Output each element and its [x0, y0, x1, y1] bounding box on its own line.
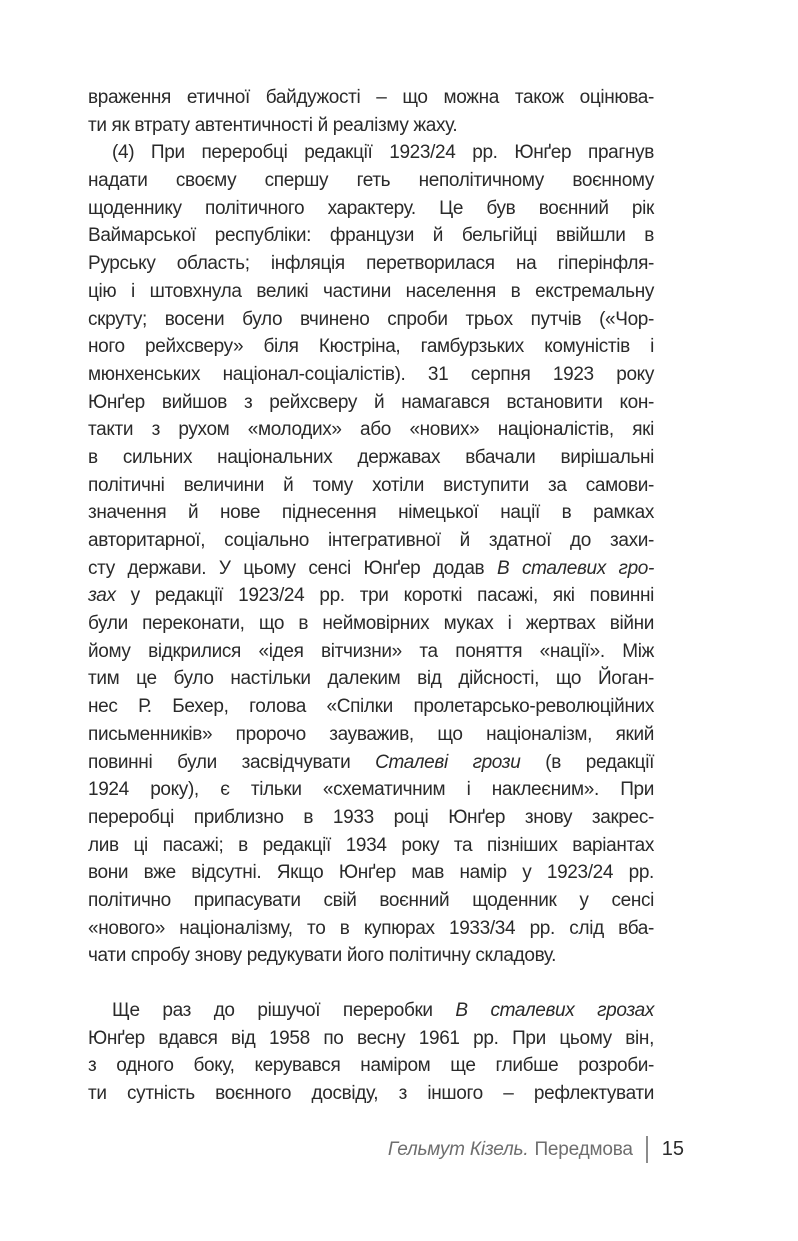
text-line: авторитарної, соціально інтегративної й здатної до захи-	[88, 530, 654, 551]
text-line: з одного боку, керувався наміром ще глибше розроби-	[88, 1055, 654, 1077]
text-line: тим це було настільки далеким від дійсності, що Йоган-	[88, 668, 654, 690]
text-line: політичні величини й тому хотіли виступити за самови-	[88, 474, 654, 496]
text-line: зах у редакції 1923/24 рр. три короткі пасажі, які повинні	[88, 585, 654, 607]
text-line: мюнхенських націонал-соціалістів). 31 серпня 1923 року	[88, 363, 654, 385]
text-line: переробці приблизно в 1933 році Юнґер знову закрес-	[88, 806, 654, 828]
text-line: Рурську область; інфляція перетворилася на гіперінфля-	[88, 253, 654, 275]
text-line: йому відкрилися «ідея вітчизни» та поняття «нації». Між	[88, 640, 654, 662]
text-line: лив ці пасажі; в редакції 1934 року та пізніших варіантах	[88, 834, 654, 856]
text-line: нес Р. Бехер, голова «Спілки пролетарсько-революційних	[88, 696, 654, 718]
text-line: враження етичної байдужості – що можна також оцінюва-	[88, 87, 654, 108]
page-number: 15	[661, 1138, 684, 1160]
footer-section: Передмова	[534, 1138, 633, 1160]
text-line: (4) При переробці редакції 1923/24 рр. Юнґер прагнув	[112, 142, 654, 164]
text-line: цію і штовхнула великі частини населення в екстремальну	[88, 280, 654, 302]
body-text	[88, 84, 654, 1108]
text-line: «нового» націоналізму, то в купюрах 1933/34 рр. слід вба-	[88, 917, 654, 939]
text-line: скруту; восени було вчинено спроби трьох путчів («Чор-	[88, 308, 654, 330]
text-line: 1924 року), є тільки «схематичним і наклеєним». При	[88, 779, 654, 801]
text-line: Юнґер вийшов з рейхсверу й намагався встановити кон-	[88, 391, 654, 413]
text-line: Ваймарської республіки: французи й бельгійці ввійшли в	[88, 225, 654, 247]
text-line: чати спробу знову редукувати його політичну складову.	[88, 945, 557, 967]
text-line: в сильних національних державах вбачали вирішальні	[88, 446, 654, 468]
text-line: Ще раз до рішучої переробки В сталевих грозах	[112, 1000, 654, 1021]
text-line: політично припасувати свій воєнний щоденник у сенсі	[88, 889, 654, 911]
text-line: щоденнику політичного характеру. Це був воєнний рік	[88, 197, 654, 219]
text-line: ти сутність воєнного досвіду, з іншого – рефлектувати	[88, 1083, 654, 1105]
text-line: такти з рухом «молодих» або «нових» націоналістів, які	[88, 419, 654, 441]
footer-separator	[646, 1136, 648, 1163]
text-line: ного рейхсверу» біля Кюстріна, гамбурзьких комуністів і	[88, 336, 654, 358]
footer-author: Гельмут Кізель.	[387, 1138, 529, 1160]
text-line: повинні були засвідчувати Сталеві грози (в редакції	[88, 751, 655, 773]
text-line: сту держави. У цьому сенсі Юнґер додав В сталевих гро-	[88, 557, 654, 579]
text-line: значення й нове піднесення німецької нації в рамках	[88, 502, 654, 524]
text-line: надати своєму спершу геть неполітичному воєнному	[88, 170, 654, 192]
text-line: вони вже відсутні. Якщо Юнґер мав намір у 1923/24 рр.	[88, 862, 654, 884]
text-line: були переконати, що в неймовірних муках і жертвах війни	[88, 613, 654, 635]
text-line: письменників» пророчо зауважив, що націоналізм, який	[88, 723, 654, 745]
text-line: Юнґер вдався від 1958 по весну 1961 рр. При цьому він,	[88, 1027, 654, 1049]
page-footer	[388, 1136, 684, 1163]
text-line: ти як втрату автентичності й реалізму жаху.	[88, 114, 458, 136]
